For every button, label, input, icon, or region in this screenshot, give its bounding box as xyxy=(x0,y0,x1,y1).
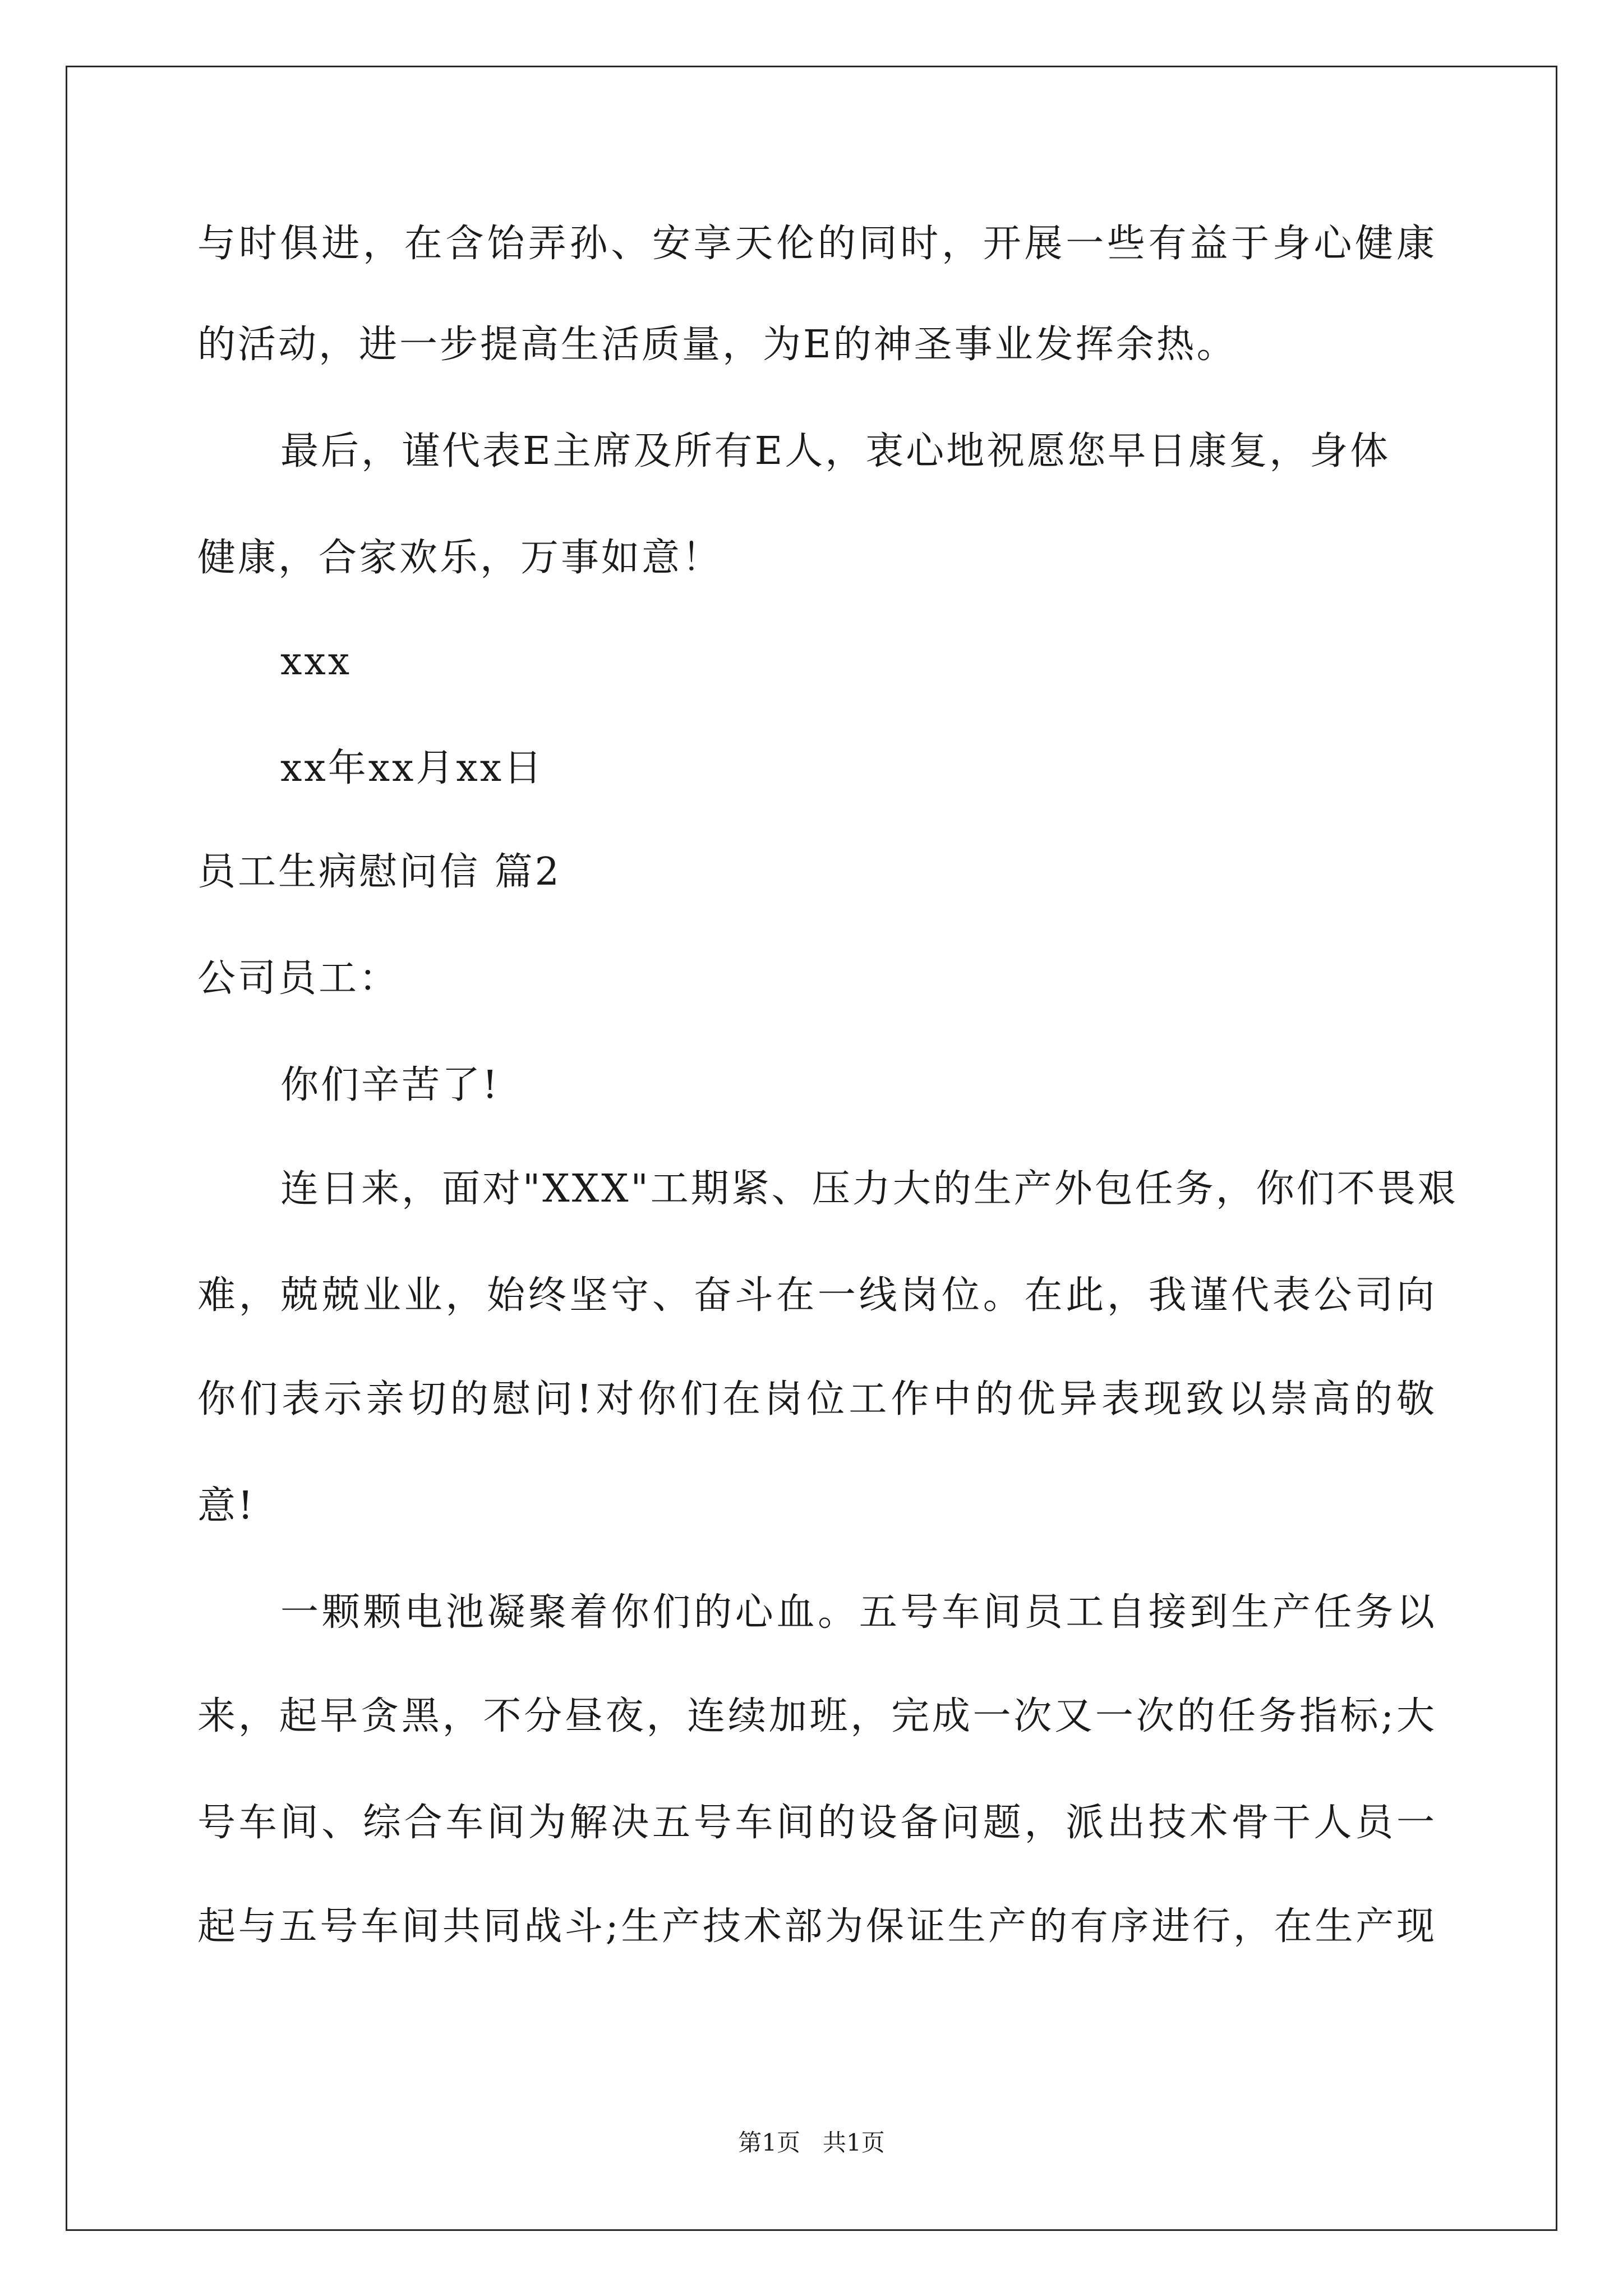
paragraph-line: 的活动，进一步提高生活质量，为E的神圣事业发挥余热。 xyxy=(197,323,1237,367)
paragraph-line: 起与五号车间共同战斗;生产技术部为保证生产的有序进行，在生产现 xyxy=(197,1904,1437,1949)
paragraph-line: 难，兢兢业业，始终坚守、奋斗在一线岗位。在此，我谨代表公司向 xyxy=(197,1273,1437,1318)
paragraph-line: 意! xyxy=(197,1484,256,1528)
page-footer xyxy=(0,2126,1623,2160)
section-heading: 员工生病慰问信 篇2 xyxy=(197,850,561,894)
paragraph-line: 来，起早贪黑，不分昼夜，连续加班，完成一次又一次的任务指标;大 xyxy=(197,1694,1437,1738)
signature-name: xxx xyxy=(280,639,352,684)
paragraph-line: 号车间、综合车间为解决五号车间的设备问题，派出技术骨干人员一 xyxy=(197,1801,1437,1845)
paragraph-line: 你们表示亲切的慰问!对你们在岗位工作中的优异表现致以崇高的敬 xyxy=(197,1377,1437,1421)
page-number-current: 第1页 xyxy=(738,2129,800,2156)
paragraph-line: 健康，合家欢乐，万事如意！ xyxy=(197,536,723,580)
page-number-total: 共1页 xyxy=(823,2129,885,2156)
salutation: 公司员工： xyxy=(197,956,400,1001)
paragraph-line: 与时俱进，在含饴弄孙、安享天伦的同时，开展一些有益于身心健康 xyxy=(197,222,1437,266)
paragraph-line: 最后，谨代表E主席及所有E人，衷心地祝愿您早日康复，身体 xyxy=(280,429,1391,473)
paragraph-line: 你们辛苦了! xyxy=(280,1063,500,1107)
paragraph-line: 连日来，面对"XXX"工期紧、压力大的生产外包任务，你们不畏艰 xyxy=(280,1167,1458,1211)
signature-date: xx年xx月xx日 xyxy=(280,746,545,790)
paragraph-line: 一颗颗电池凝聚着你们的心血。五号车间员工自接到生产任务以 xyxy=(280,1590,1437,1635)
